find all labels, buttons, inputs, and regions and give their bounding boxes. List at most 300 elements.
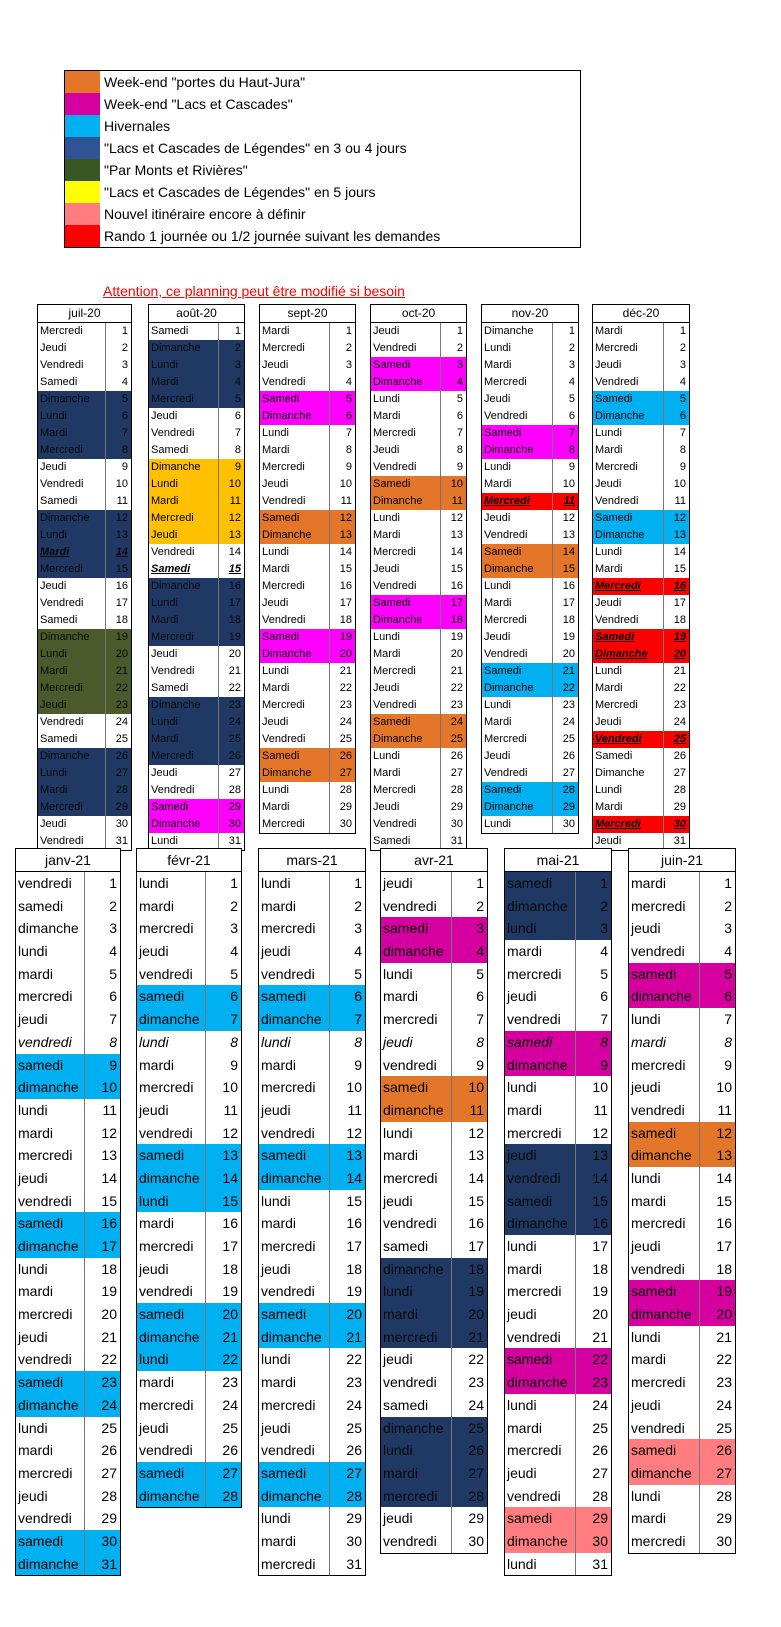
day-name: dimanche [18,1238,79,1254]
day-number: 18 [218,612,244,629]
day-number: 16 [84,1212,120,1235]
day-name: mercredi [383,1328,438,1345]
day-name: samedi [139,988,185,1005]
day-name: Dimanche [262,410,312,422]
day-row [629,985,735,1008]
day-name: Mardi [262,563,290,575]
day-row [505,940,611,963]
day-number: 16 [552,578,578,595]
day-row [371,663,466,680]
day-number: 19 [451,1280,487,1303]
day-name: samedi [18,1374,64,1391]
day-row [259,1303,365,1326]
day-number: 4 [451,940,487,963]
day-number: 25 [699,1417,735,1440]
day-row [137,985,241,1008]
day-name: Vendredi [151,784,195,796]
day-name: dimanche [261,1011,322,1028]
day-row [38,544,131,561]
day-row [38,357,131,374]
day-row [260,323,355,340]
day-row [259,1212,365,1235]
day-number: 1 [440,323,466,340]
day-number: 12 [552,510,578,527]
day-name: Lundi [595,427,622,439]
day-row [505,1258,611,1281]
day-number: 22 [105,680,131,697]
day-number: 22 [699,1348,735,1371]
day-row [16,1553,120,1576]
day-name: samedi [18,1215,64,1232]
day-row [371,442,466,459]
month-title: mai-21 [505,849,611,872]
day-name: samedi [18,1056,64,1073]
day-name: vendredi [261,1283,315,1300]
day-row [593,799,689,816]
day-row [149,731,244,748]
day-row [629,940,735,963]
day-row [259,985,365,1008]
day-number: 22 [329,1348,365,1371]
day-name: Mercredi [373,784,416,796]
day-name: Vendredi [484,767,528,779]
month-table [136,848,242,1508]
day-name: vendredi [139,1283,193,1300]
day-name: Samedi [40,495,78,507]
day-row [629,1394,735,1417]
day-row [260,391,355,408]
day-number: 25 [663,731,689,748]
day-number: 29 [105,799,131,816]
day-number: 12 [440,510,466,527]
day-name: dimanche [383,1101,444,1118]
legend-swatch [65,71,100,93]
day-row [629,1371,735,1394]
day-number: 2 [218,340,244,357]
day-name: lundi [261,1510,291,1527]
legend-label: Week-end "portes du Haut-Jura" [104,74,306,90]
day-number: 26 [699,1439,735,1462]
day-name: Mercredi [262,580,305,592]
day-number: 19 [84,1280,120,1303]
day-number: 27 [451,1462,487,1485]
day-number: 3 [329,357,355,374]
day-name: Vendredi [595,614,639,626]
day-row [38,595,131,612]
day-name: Lundi [151,716,178,728]
day-name: jeudi [507,1464,537,1481]
day-number: 12 [575,1122,611,1145]
day-number: 7 [218,425,244,442]
day-name: lundi [507,1396,537,1413]
day-row [137,1485,241,1508]
day-row [482,629,578,646]
day-name: jeudi [383,1192,413,1209]
day-number: 18 [440,612,466,629]
day-row [137,1303,241,1326]
day-row [137,1190,241,1213]
day-number: 7 [663,425,689,442]
day-number: 8 [105,442,131,459]
day-row [381,917,487,940]
day-number: 23 [84,1371,120,1394]
day-number: 7 [329,1008,365,1031]
day-name: vendredi [18,1192,72,1209]
day-name: Mardi [595,325,623,337]
day-row [505,1303,611,1326]
day-row [259,963,365,986]
day-row [371,731,466,748]
day-number: 5 [451,963,487,986]
day-row [629,1167,735,1190]
day-row [629,1258,735,1281]
day-row [137,872,241,895]
day-number: 16 [440,578,466,595]
legend [64,70,581,248]
day-name: Dimanche [373,376,423,388]
day-row [16,1439,120,1462]
day-name: lundi [18,1260,48,1277]
day-number: 24 [329,714,355,731]
day-row [259,1326,365,1349]
day-row [629,1144,735,1167]
day-number: 29 [329,1507,365,1530]
day-number: 22 [218,680,244,697]
day-number: 21 [699,1326,735,1349]
day-number: 29 [218,799,244,816]
day-name: Jeudi [595,835,622,847]
day-name: Mercredi [595,461,638,473]
day-number: 9 [663,459,689,476]
day-number: 26 [451,1439,487,1462]
legend-item [65,71,580,93]
day-name: mardi [18,965,54,982]
day-row [260,459,355,476]
day-name: Mercredi [484,376,527,388]
day-row [149,493,244,510]
day-name: Jeudi [262,716,289,728]
day-row [593,493,689,510]
day-number: 10 [663,476,689,493]
day-number: 28 [451,1485,487,1508]
day-number: 17 [218,595,244,612]
day-row [381,1031,487,1054]
day-row [149,714,244,731]
day-number: 10 [552,476,578,493]
day-name: samedi [631,965,677,982]
day-name: Samedi [484,427,522,439]
day-number: 20 [440,646,466,663]
day-name: Mardi [262,682,290,694]
day-row [381,1530,487,1553]
day-name: Mercredi [595,580,641,592]
day-name: Lundi [484,342,511,354]
day-row [629,1031,735,1054]
day-number: 20 [552,646,578,663]
day-name: mardi [631,1192,667,1209]
day-number: 17 [552,595,578,612]
day-name: Mercredi [262,818,305,830]
month-table [148,304,245,851]
day-row [260,493,355,510]
day-name: Vendredi [151,665,195,677]
day-row [593,748,689,765]
day-name: mercredi [631,1056,686,1073]
day-row [137,1462,241,1485]
day-name: Samedi [595,750,633,762]
day-name: dimanche [18,1555,79,1572]
legend-item [65,203,580,225]
day-row [371,459,466,476]
day-name: Lundi [484,580,511,592]
day-number: 14 [205,1167,241,1190]
day-row [16,1031,120,1054]
day-number: 2 [663,340,689,357]
day-row [482,459,578,476]
day-number: 21 [205,1326,241,1349]
day-number: 2 [84,895,120,918]
day-name: Mardi [262,444,290,456]
day-row [381,1303,487,1326]
day-row [371,510,466,527]
day-name: mercredi [139,920,194,937]
day-name: Lundi [262,665,289,677]
day-number: 3 [205,917,241,940]
day-name: mercredi [261,920,316,937]
day-row [16,963,120,986]
day-number: 30 [218,816,244,833]
day-name: Mercredi [262,699,305,711]
day-name: Samedi [262,631,300,643]
day-row [593,816,689,833]
day-name: Jeudi [484,512,511,524]
day-number: 5 [552,391,578,408]
day-row [629,1530,735,1553]
day-number: 6 [205,985,241,1008]
day-name: mercredi [18,1306,73,1323]
day-number: 9 [575,1054,611,1077]
day-number: 15 [218,561,244,578]
day-name: dimanche [139,1487,200,1504]
day-name: Mardi [484,478,512,490]
day-number: 18 [552,612,578,629]
day-number: 23 [440,697,466,714]
day-name: jeudi [631,920,661,937]
day-row [38,663,131,680]
day-row [260,663,355,680]
day-number: 8 [552,442,578,459]
day-name: mardi [139,1056,175,1073]
day-name: jeudi [139,1419,169,1436]
day-row [149,340,244,357]
day-row [149,323,244,340]
day-row [259,917,365,940]
day-number: 6 [105,408,131,425]
day-number: 27 [329,765,355,782]
day-row [629,1235,735,1258]
day-name: Mardi [40,665,68,677]
day-number: 17 [451,1235,487,1258]
day-name: Mardi [484,359,512,371]
day-row [482,748,578,765]
day-name: samedi [507,1033,553,1050]
day-name: samedi [631,1124,677,1141]
day-number: 26 [440,748,466,765]
day-row [371,612,466,629]
day-row [137,917,241,940]
day-name: Samedi [484,665,522,677]
day-row [505,1507,611,1530]
day-number: 2 [575,895,611,918]
day-number: 10 [440,476,466,493]
day-number: 19 [699,1280,735,1303]
day-name: Lundi [373,750,400,762]
day-name: dimanche [139,1011,200,1028]
day-name: Dimanche [595,648,648,660]
day-number: 13 [575,1144,611,1167]
day-name: dimanche [631,1464,692,1481]
day-number: 12 [218,510,244,527]
day-row [593,765,689,782]
day-number: 23 [699,1371,735,1394]
day-name: samedi [383,1079,429,1096]
day-row [137,963,241,986]
day-row [259,1031,365,1054]
day-name: Lundi [595,665,622,677]
legend-swatch [65,115,100,137]
day-name: vendredi [631,1419,685,1436]
day-name: jeudi [18,1169,48,1186]
day-number: 2 [440,340,466,357]
day-name: mercredi [631,1215,686,1232]
month-table [481,304,579,834]
day-row [371,357,466,374]
day-row [381,1099,487,1122]
day-number: 14 [699,1167,735,1190]
day-name: lundi [139,875,169,891]
day-number: 13 [218,527,244,544]
day-row [38,765,131,782]
day-name: mardi [383,988,419,1005]
legend-item [65,115,580,137]
day-name: Mardi [151,495,179,507]
day-row [149,476,244,493]
day-name: mercredi [383,1011,438,1028]
day-row [482,527,578,544]
day-name: Lundi [262,546,289,558]
day-number: 23 [575,1371,611,1394]
day-row [381,1417,487,1440]
day-name: Jeudi [40,699,67,711]
day-name: vendredi [507,1011,561,1028]
day-row [137,895,241,918]
day-number: 6 [440,408,466,425]
day-number: 14 [663,544,689,561]
day-number: 4 [329,940,365,963]
day-name: jeudi [139,1260,169,1277]
day-name: jeudi [507,1306,537,1323]
day-name: samedi [383,1238,429,1254]
day-number: 2 [329,340,355,357]
day-number: 23 [552,697,578,714]
legend-item [65,137,580,159]
day-row [593,408,689,425]
day-name: mercredi [139,1396,194,1413]
day-name: Mercredi [262,461,305,473]
day-row [482,663,578,680]
month-title: févr-21 [137,849,241,872]
day-name: samedi [507,875,553,891]
day-row [259,1348,365,1371]
month-title: avr-21 [381,849,487,872]
day-name: Dimanche [373,495,423,507]
day-row [629,1054,735,1077]
day-row [16,1303,120,1326]
day-number: 30 [451,1530,487,1553]
day-row [16,917,120,940]
day-row [260,561,355,578]
day-number: 26 [329,1439,365,1462]
day-number: 27 [552,765,578,782]
day-number: 31 [440,833,466,850]
day-name: jeudi [631,1396,661,1413]
day-number: 26 [105,748,131,765]
day-name: mercredi [383,1487,438,1504]
day-number: 17 [699,1235,735,1258]
day-number: 19 [440,629,466,646]
day-number: 11 [575,1099,611,1122]
day-row [16,1258,120,1281]
day-name: vendredi [261,965,315,982]
day-name: jeudi [18,1487,48,1504]
day-row [149,357,244,374]
legend-swatch [65,181,100,203]
month-title: août-20 [149,305,244,323]
day-row [629,872,735,895]
month-table [37,304,132,851]
day-row [259,1417,365,1440]
day-name: jeudi [139,1101,169,1118]
day-row [137,1144,241,1167]
day-number: 29 [440,799,466,816]
day-row [149,391,244,408]
day-number: 16 [451,1212,487,1235]
day-number: 9 [218,459,244,476]
day-number: 26 [205,1439,241,1462]
day-number: 29 [84,1507,120,1530]
day-number: 28 [329,782,355,799]
day-name: dimanche [18,1396,79,1413]
day-number: 15 [105,561,131,578]
day-name: mardi [631,1351,667,1368]
day-number: 26 [575,1439,611,1462]
day-name: Mardi [484,716,512,728]
day-row [629,1326,735,1349]
day-number: 3 [440,357,466,374]
day-number: 18 [205,1258,241,1281]
day-number: 11 [105,493,131,510]
day-name: Samedi [262,512,300,524]
day-number: 26 [552,748,578,765]
day-name: Samedi [262,750,300,762]
day-number: 16 [205,1212,241,1235]
day-row [259,1280,365,1303]
day-number: 19 [205,1280,241,1303]
day-row [381,1280,487,1303]
day-number: 28 [205,1485,241,1508]
month-title: mars-21 [259,849,365,872]
day-row [260,578,355,595]
